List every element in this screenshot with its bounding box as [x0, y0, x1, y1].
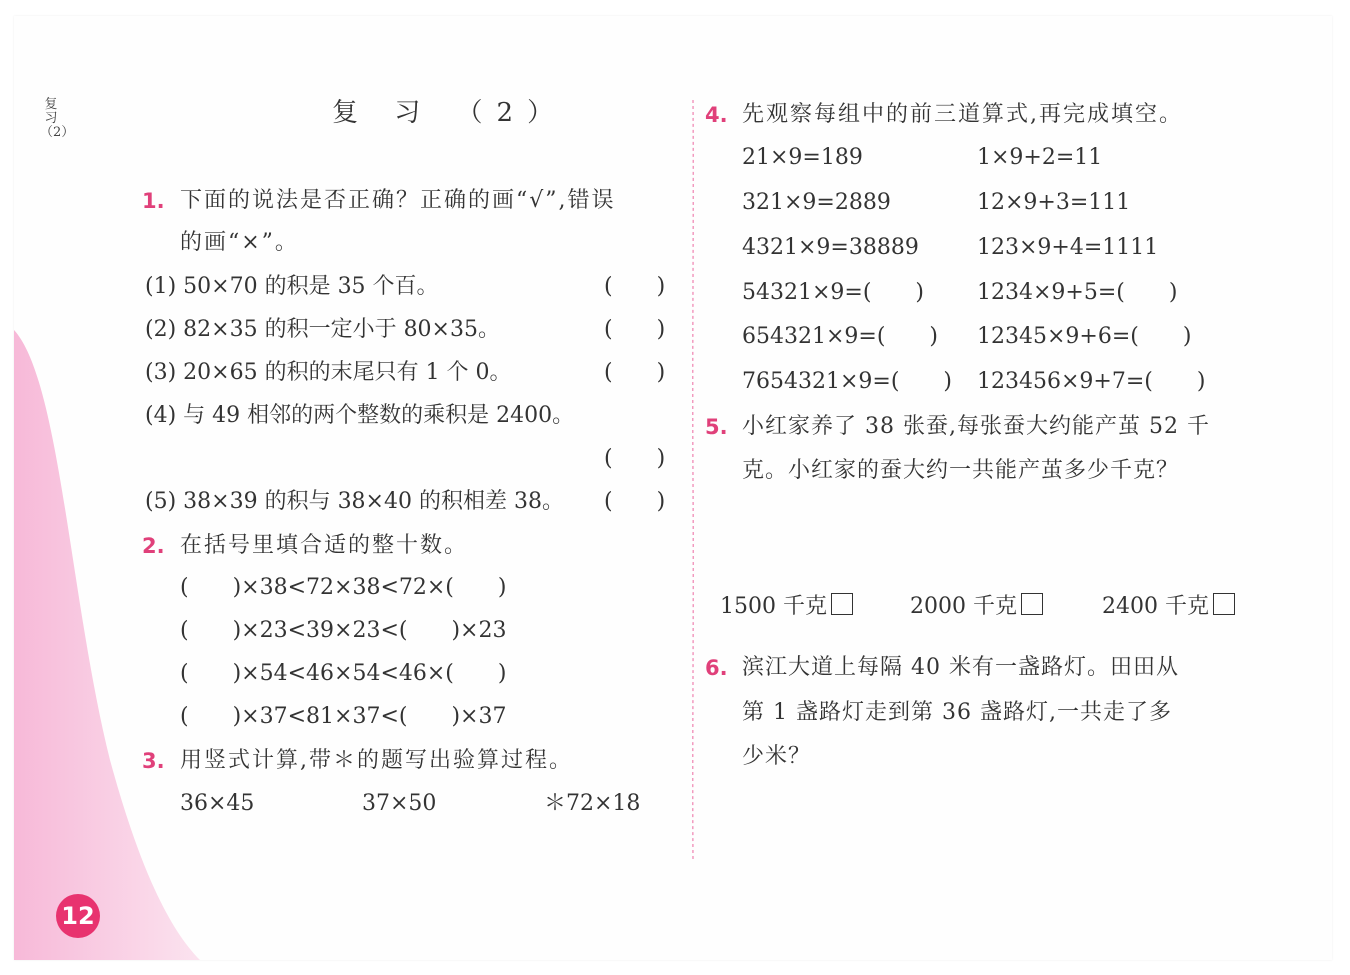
q5-option-1-label: 1500 千克 — [720, 594, 827, 619]
q6-text-line3: 少米？ — [742, 744, 812, 769]
q3-item-1: 36×45 — [180, 791, 255, 816]
q5-option-3-label: 2400 千克 — [1102, 594, 1209, 619]
q2-row-2[interactable]: ( )×23<39×23<( )×23 — [180, 618, 507, 643]
q1-answer-blank-5[interactable]: ( ) — [604, 489, 666, 514]
q5-text-line1: 小红家养了 38 张蚕,每张蚕大约能产茧 52 千 — [742, 414, 1210, 439]
q5-option-1-checkbox[interactable] — [831, 593, 853, 615]
q1-answer-blank-2[interactable]: ( ) — [604, 317, 666, 342]
q1-text-line1: 下面的说法是否正确？正确的画“√”,错误 — [180, 188, 616, 213]
q5-option-2-checkbox[interactable] — [1021, 593, 1043, 615]
q1-item-5: (5) 38×39 的积与 38×40 的积相差 38。 — [145, 489, 564, 514]
q4-left-6[interactable]: 7654321×9=( ) — [742, 369, 953, 394]
q1-item-3: (3) 20×65 的积的末尾只有 1 个 0。 — [145, 360, 512, 385]
column-divider — [692, 100, 694, 860]
q4-right-1: 1×9+2=11 — [977, 145, 1103, 170]
q3-item-3: ＊72×18 — [544, 791, 641, 816]
q5-option-3[interactable] — [1102, 592, 1235, 622]
q4-right-3: 123×9+4=1111 — [977, 235, 1159, 260]
q4-right-6[interactable]: 123456×9+7=( ) — [977, 369, 1206, 394]
q6-number: 6. — [705, 656, 728, 680]
q4-text: 先观察每组中的前三道算式,再完成填空。 — [742, 102, 1183, 127]
q1-item-1: (1) 50×70 的积是 35 个百。 — [145, 274, 439, 299]
q4-right-4[interactable]: 1234×9+5=( ) — [977, 280, 1178, 305]
q4-left-2: 321×9=2889 — [742, 190, 891, 215]
q6-text-line2: 第 1 盏路灯走到第 36 盏路灯,一共走了多 — [742, 700, 1172, 725]
q5-option-3-checkbox[interactable] — [1213, 593, 1235, 615]
q2-row-4[interactable]: ( )×37<81×37<( )×37 — [180, 704, 507, 729]
q5-option-1[interactable] — [720, 592, 853, 622]
q1-text-line2: 的画“×”。 — [180, 230, 299, 255]
side-label: 复习（2） — [40, 97, 75, 140]
q5-option-2-label: 2000 千克 — [910, 594, 1017, 619]
q5-option-2[interactable] — [910, 592, 1043, 622]
q1-answer-blank-1[interactable]: ( ) — [604, 274, 666, 299]
q3-number: 3. — [142, 749, 165, 773]
q1-number: 1. — [142, 189, 165, 213]
q3-item-2: 37×50 — [362, 791, 437, 816]
page-number-badge: 12 — [56, 894, 100, 938]
q2-row-1[interactable]: ( )×38<72×38<72×( ) — [180, 575, 507, 600]
q2-text: 在括号里填合适的整十数。 — [180, 533, 469, 558]
q1-item-4: (4) 与 49 相邻的两个整数的乘积是 2400。 — [145, 403, 575, 428]
q4-left-1: 21×9=189 — [742, 145, 863, 170]
q4-number: 4. — [705, 103, 728, 127]
q6-text-line1: 滨江大道上每隔 40 米有一盏路灯。田田从 — [742, 655, 1179, 680]
q2-number: 2. — [142, 534, 165, 558]
q4-left-3: 4321×9=38889 — [742, 235, 919, 260]
page-title: 复 习 （2） — [332, 98, 568, 128]
q1-item-2: (2) 82×35 的积一定小于 80×35。 — [145, 317, 500, 342]
q1-answer-blank-3[interactable]: ( ) — [604, 360, 666, 385]
q4-left-4[interactable]: 54321×9=( ) — [742, 280, 925, 305]
q2-row-3[interactable]: ( )×54<46×54<46×( ) — [180, 661, 507, 686]
q3-text: 用竖式计算,带＊的题写出验算过程。 — [180, 748, 573, 773]
q4-left-5[interactable]: 654321×9=( ) — [742, 324, 939, 349]
q4-right-2: 12×9+3=111 — [977, 190, 1131, 215]
q1-answer-blank-4[interactable]: ( ) — [604, 446, 666, 471]
q4-right-5[interactable]: 12345×9+6=( ) — [977, 324, 1192, 349]
q5-number: 5. — [705, 415, 728, 439]
q5-text-line2: 克。小红家的蚕大约一共能产茧多少千克？ — [742, 458, 1180, 483]
